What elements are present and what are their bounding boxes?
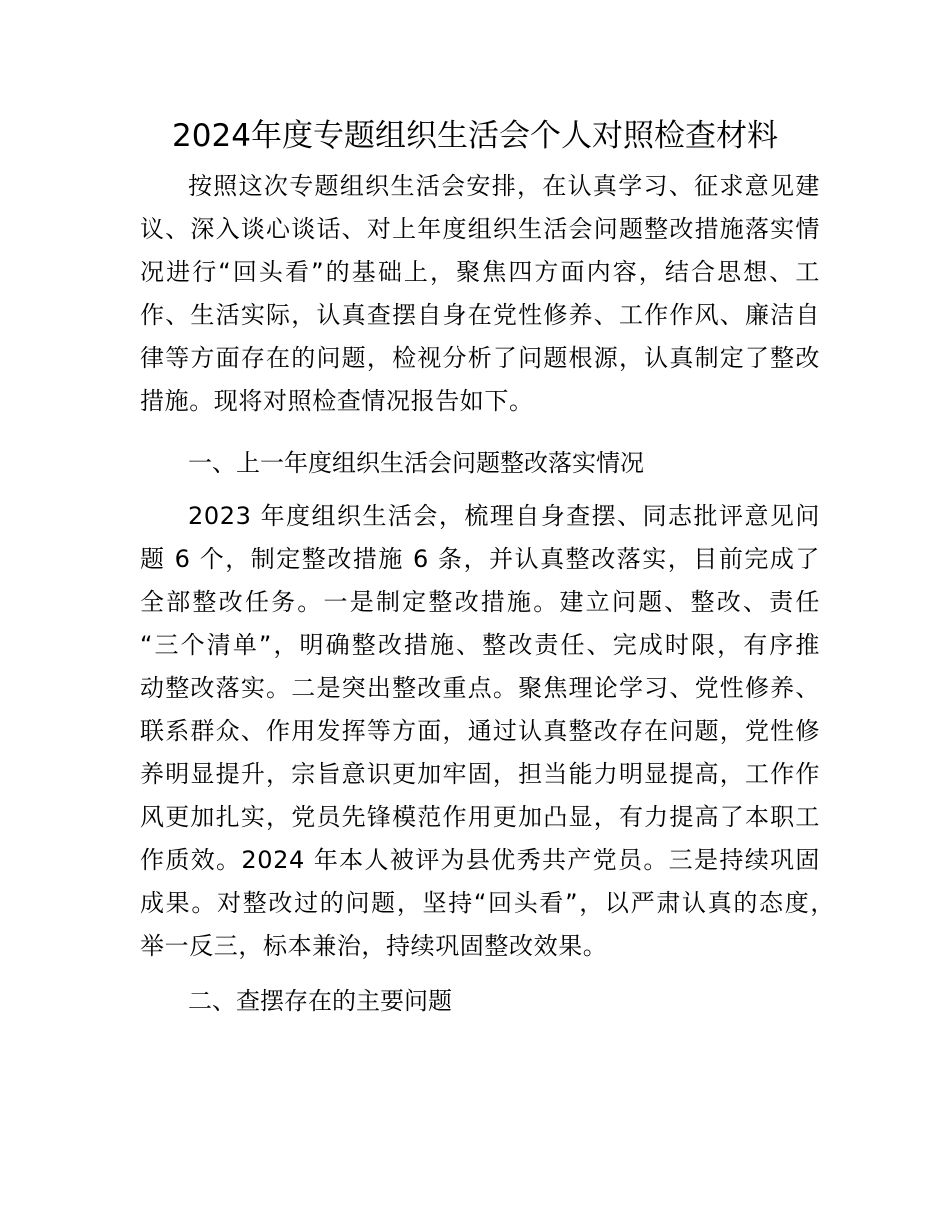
intro-paragraph (140, 165, 820, 423)
paragraph-line: 议、深入谈心谈话、对上年度组织生活会问题整改措施落实情 (140, 215, 820, 243)
paragraph-line: 联系群众、作用发挥等方面，通过认真整改存在问题，党性修 (140, 717, 820, 745)
section1-paragraph (140, 495, 835, 968)
paragraph-line: “三个清单”，明确整改措施、整改责任、完成时限，有序推 (140, 631, 820, 659)
paragraph-line: 举一反三，标本兼治，持续巩固整改效果。 (140, 932, 608, 960)
paragraph-line: 动整改落实。二是突出整改重点。聚焦理论学习、党性修养、 (140, 674, 820, 702)
paragraph-line: 作、生活实际，认真查摆自身在党性修养、工作作风、廉洁自 (140, 301, 820, 329)
section-heading-2: 二、查摆存在的主要问题 (188, 987, 452, 1015)
paragraph-line: 律等方面存在的问题，检视分析了问题根源，认真制定了整改 (140, 344, 820, 372)
paragraph-line: 全部整改任务。一是制定整改措施。建立问题、整改、责任 (140, 588, 820, 616)
section-heading-1: 一、上一年度组织生活会问题整改落实情况 (188, 449, 644, 477)
paragraph-line: 2023 年度组织生活会，梳理自身查摆、同志批评意见问 (188, 502, 820, 530)
paragraph-line: 况进行“回头看”的基础上，聚焦四方面内容，结合思想、工 (140, 258, 820, 286)
paragraph-line: 养明显提升，宗旨意识更加牢固，担当能力明显提高，工作作 (140, 760, 820, 788)
paragraph-line: 按照这次专题组织生活会安排，在认真学习、征求意见建 (188, 172, 820, 200)
paragraph-line: 措施。现将对照检查情况报告如下。 (140, 387, 534, 415)
paragraph-line: 风更加扎实，党员先锋模范作用更加凸显，有力提高了本职工 (140, 803, 820, 831)
paragraph-line: 作质效。2024 年本人被评为县优秀共产党员。三是持续巩固 (140, 846, 820, 874)
paragraph-line: 题 6 个，制定整改措施 6 条，并认真整改落实，目前完成了 (140, 545, 820, 573)
paragraph-line: 成果。对整改过的问题，坚持“回头看”，以严肃认真的态度， (140, 889, 835, 917)
document-title: 2024年度专题组织生活会个人对照检查材料 (172, 118, 778, 154)
